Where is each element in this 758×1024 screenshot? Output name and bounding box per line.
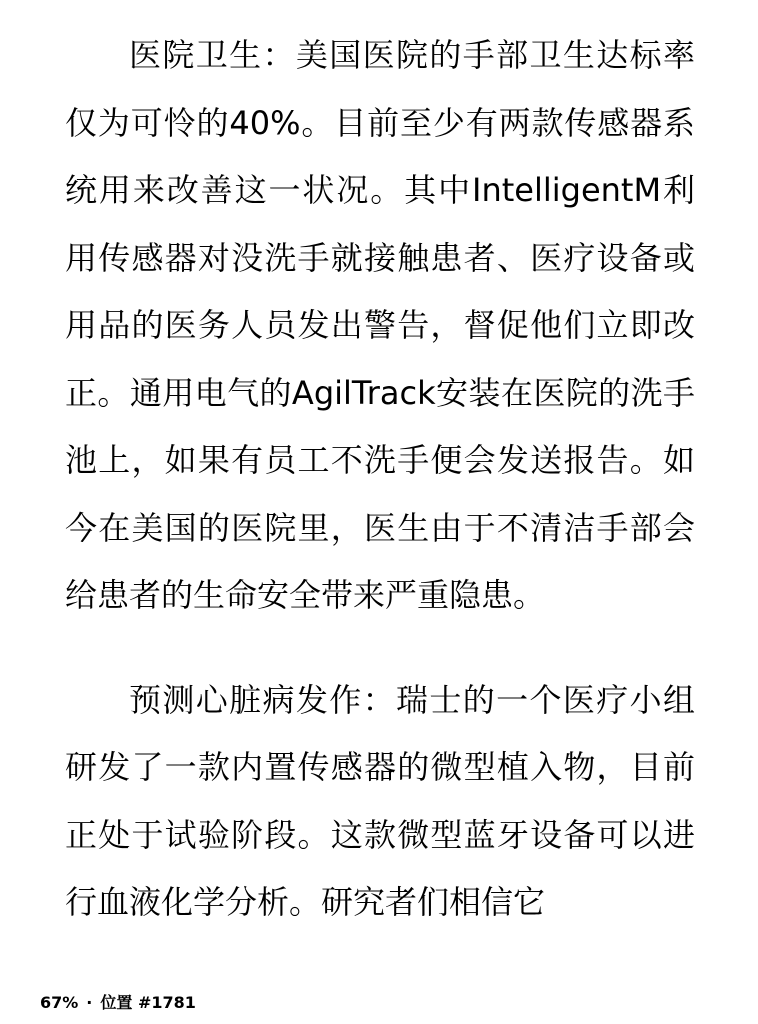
status-separator: · [86, 993, 93, 1012]
reading-status-bar [40, 993, 196, 1013]
reading-progress: 67% [40, 993, 79, 1012]
paragraph-heart-attack-prediction: 预测心脏病发作：瑞士的一个医疗小组研发了一款内置传感器的微型植入物，目前正处于试验阶段。这款微型蓝牙设备可以进行血液化学分析。研究者们相信它 [65, 680, 695, 921]
paragraph-hospital-hygiene: 医院卫生：美国医院的手部卫生达标率仅为可怜的40%。目前至少有两款传感器系统用来改善这一状况。其中IntelligentM利用传感器对没洗手就接触患者、医疗设备或用品的医务人员发出警告，督促他们立即改正。通用电气的AgilTrack安装在医院的洗手池上，如果有员工不洗手便会发送报告。如今在美国的医院里，医生由于不清洁手部会给患者的生命安全带来严重隐患。 [65, 36, 695, 614]
page-text [65, 22, 695, 937]
location-indicator: 位置 #1781 [100, 993, 196, 1012]
